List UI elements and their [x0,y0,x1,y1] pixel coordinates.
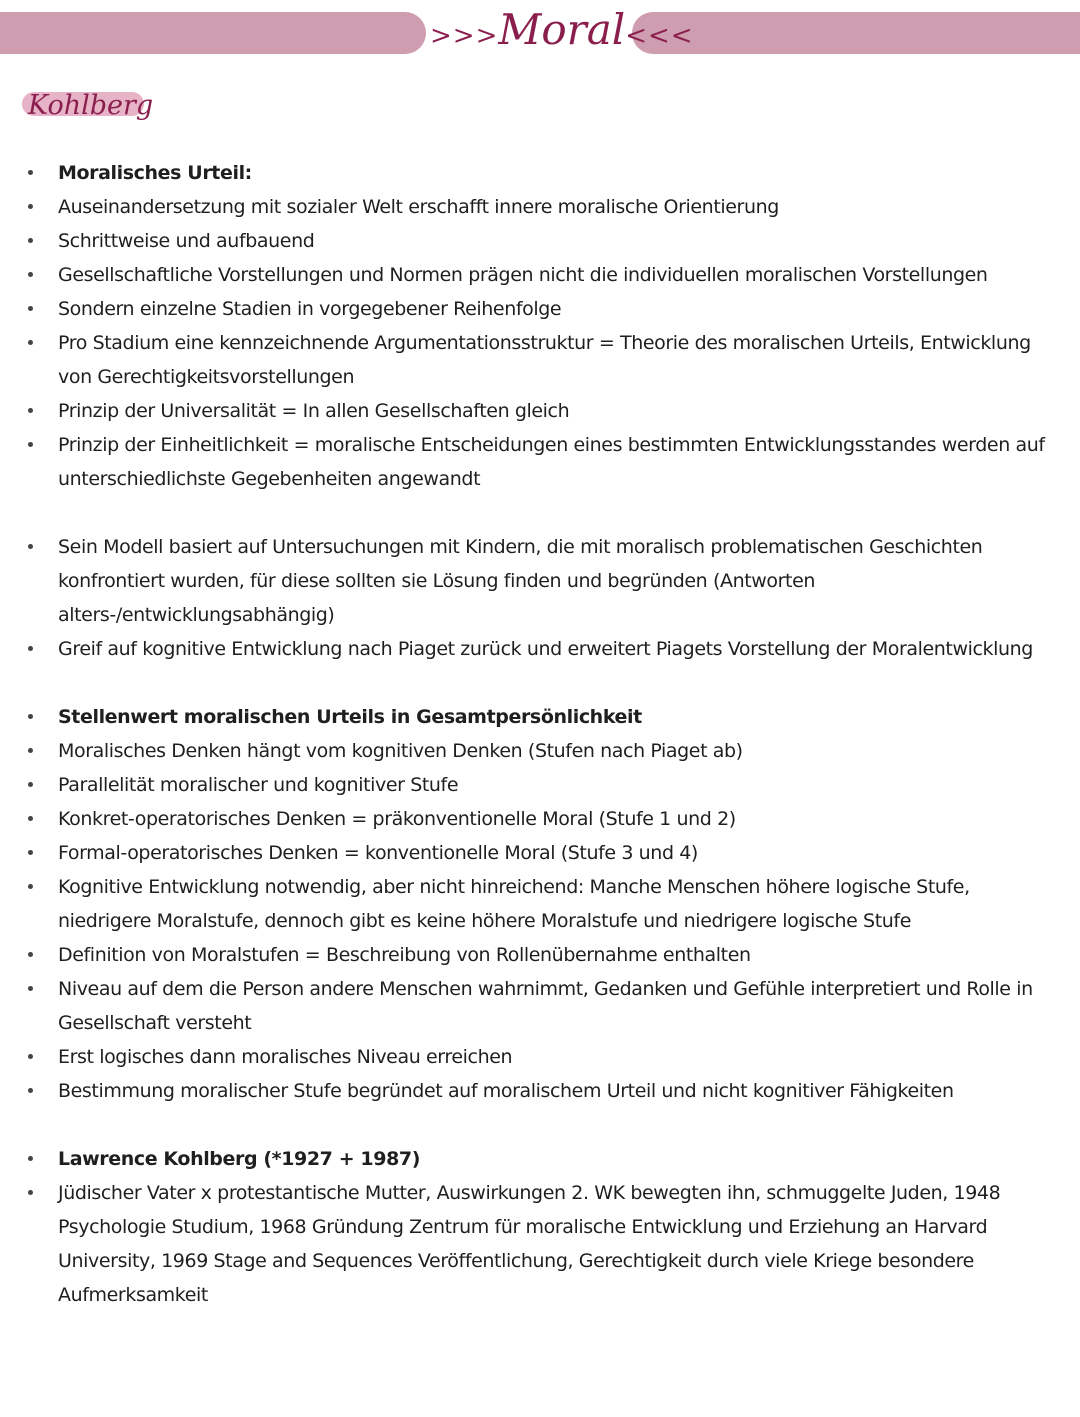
bullet-item: Kognitive Entwicklung notwendig, aber nicht hinreichend: Manche Menschen höhere logische Stufe, niedrigere Moralstufe, dennoch gibt es keine höhere Moralstufe und niedrigere logische Stufe [28,870,1058,938]
notes-content [28,156,1058,1312]
bullet-item: Moralisches Denken hängt vom kognitiven Denken (Stufen nach Piaget ab) [28,734,1058,768]
bullet-item: Jüdischer Vater x protestantische Mutter, Auswirkungen 2. WK bewegten ihn, schmuggelte Juden, 1948 Psychologie Studium, 1968 Gründung Zentrum für moralische Entwicklung und Erziehung an Harvard University, 1969 Stage and Sequences Veröffentlichung, Gerechtigkeit durch viele Kriege besondere Aufmerksamkeit [28,1176,1058,1312]
title-arrows-right: <<< [625,21,694,51]
bullet-item: Formal-operatorisches Denken = konventionelle Moral (Stufe 3 und 4) [28,836,1058,870]
bullet-item: Gesellschaftliche Vorstellungen und Normen prägen nicht die individuellen moralischen Vorstellungen [28,258,1058,292]
title-arrows-left: >>> [430,21,499,51]
bullet-section [28,156,1058,496]
bullet-section [28,530,1058,666]
bullet-item: Erst logisches dann moralisches Niveau erreichen [28,1040,1058,1074]
header-banner-right [632,12,1080,54]
bullet-item: Definition von Moralstufen = Beschreibung von Rollenübernahme enthalten [28,938,1058,972]
bullet-section [28,1142,1058,1312]
title-text: Moral [498,5,626,54]
bullet-item: Niveau auf dem die Person andere Menschen wahrnimmt, Gedanken und Gefühle interpretiert und Rolle in Gesellschaft versteht [28,972,1058,1040]
bullet-item: Parallelität moralischer und kognitiver Stufe [28,768,1058,802]
page-title [430,2,694,64]
bullet-item: Pro Stadium eine kennzeichnende Argumentationsstruktur = Theorie des moralischen Urteils, Entwicklung von Gerechtigkeitsvorstellungen [28,326,1058,394]
bullet-section [28,700,1058,1108]
bullet-item: Konkret-operatorisches Denken = präkonventionelle Moral (Stufe 1 und 2) [28,802,1058,836]
heading-text: Kohlberg [28,90,154,121]
bullet-heading: Moralisches Urteil: [28,156,1058,190]
bullet-item: Prinzip der Universalität = In allen Gesellschaften gleich [28,394,1058,428]
bullet-item: Greif auf kognitive Entwicklung nach Piaget zurück und erweitert Piagets Vorstellung der Moralentwicklung [28,632,1058,666]
bullet-item: Bestimmung moralischer Stufe begründet auf moralischem Urteil und nicht kognitiver Fähigkeiten [28,1074,1058,1108]
header-banner-left [0,12,426,54]
bullet-item: Schrittweise und aufbauend [28,224,1058,258]
section-heading [28,86,153,126]
bullet-heading: Lawrence Kohlberg (*1927 + 1987) [28,1142,1058,1176]
bullet-item: Prinzip der Einheitlichkeit = moralische Entscheidungen eines bestimmten Entwicklungsstandes werden auf unterschiedlichste Gegebenheiten angewandt [28,428,1058,496]
bullet-item: Auseinandersetzung mit sozialer Welt erschafft innere moralische Orientierung [28,190,1058,224]
bullet-item: Sein Modell basiert auf Untersuchungen mit Kindern, die mit moralisch problematischen Geschichten konfrontiert wurden, für diese sollten sie Lösung finden und begründen (Antworten alters-/entwicklungsabhängig) [28,530,1058,632]
bullet-item: Sondern einzelne Stadien in vorgegebener Reihenfolge [28,292,1058,326]
bullet-heading: Stellenwert moralischen Urteils in Gesamtpersönlichkeit [28,700,1058,734]
